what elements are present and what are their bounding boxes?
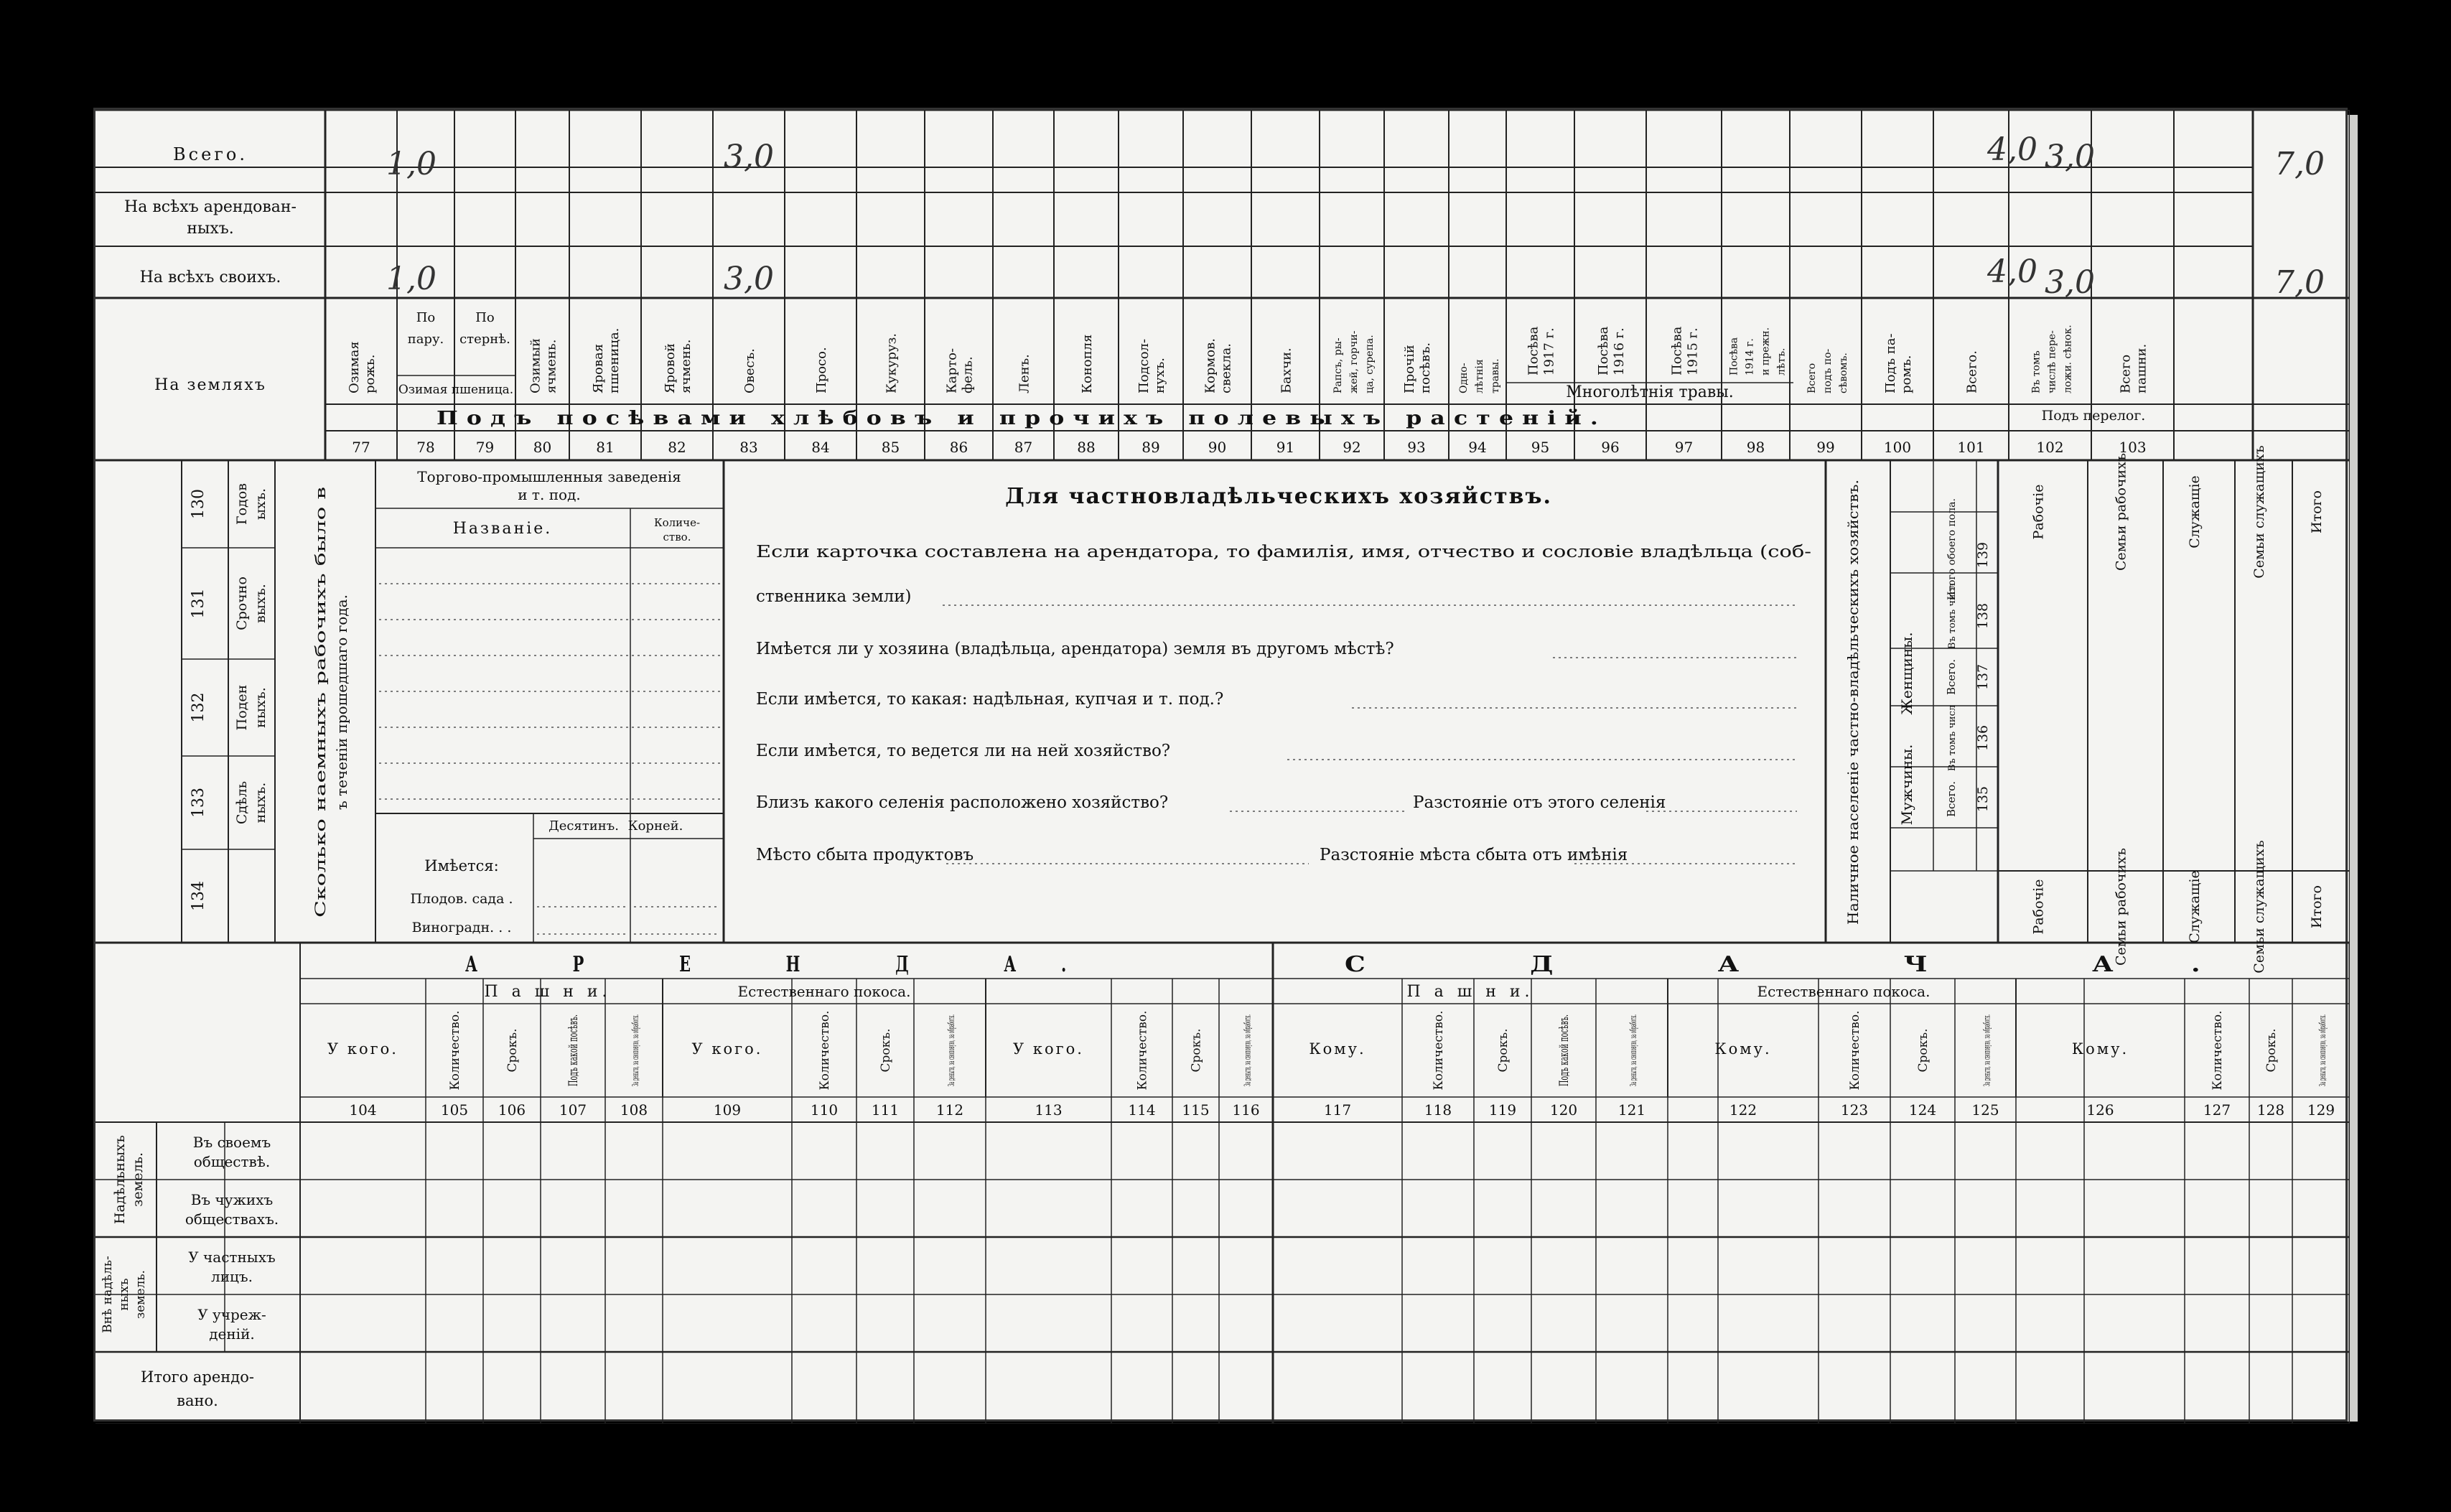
col-header-6: Яровой [663, 343, 678, 393]
worker-label-131: Срочно [234, 577, 250, 630]
right-col-top-2: Служащіе [2187, 475, 2203, 549]
worker-label-132: Поден [234, 684, 250, 731]
col-number-93: 93 [1407, 439, 1426, 456]
col-header-22: 1914 г. [1744, 338, 1756, 375]
col-number-121: 121 [1617, 1101, 1646, 1119]
col-header-21: Посѣва [1669, 326, 1685, 375]
itogo-arend: Итого арендо- [141, 1368, 254, 1386]
worker-col-131: 131 [190, 588, 207, 619]
itogo-arend-2: вано. [177, 1392, 218, 1409]
col-number-91: 91 [1276, 439, 1295, 456]
col-number-90: 90 [1208, 439, 1227, 456]
col-header-26: числѣ пере- [2046, 330, 2058, 393]
col-header-10: фель. [960, 356, 976, 393]
col-header-14: свекла. [1218, 342, 1234, 393]
garden-label: Плодов. сада . [410, 891, 513, 907]
col-header-13: Подсол- [1136, 338, 1152, 393]
pop-vsego-m: Всего. [1945, 781, 1958, 817]
col-header-bottom-6: Количество. [818, 1010, 832, 1091]
col-header-15: Бахчи. [1279, 347, 1294, 393]
col-header-perelog: Подъ перелог. [2041, 408, 2146, 424]
workers-vertical-2: ъ теченіи прошедшаго года. [333, 594, 350, 810]
has-label: Имѣется: [424, 857, 499, 874]
hw-own-2: 4,0 [1987, 253, 2037, 290]
row-label-arend: На всѣхъ арендован- [124, 198, 297, 216]
col-header-22: и прежн. [1760, 327, 1772, 375]
col-header-16: жей, горчи- [1348, 330, 1360, 393]
row-label-na-zemlyakh: На земляхъ [154, 376, 266, 394]
pop-num-135: 135 [1975, 785, 1991, 813]
trade-name-header: Названіе. [452, 520, 553, 538]
col-header-17: посѣвъ. [1418, 342, 1433, 393]
col-header-bottom-22: Кому. [2071, 1040, 2129, 1058]
banner-title: Подъ посѣвами хлѣбовъ и прочихъ полевыхъ растеній. [436, 408, 1607, 429]
col-number-125: 125 [1971, 1101, 1999, 1119]
right-col-bot-1: Семьи рабочихъ [2113, 847, 2129, 966]
row-label-bottom-3: У учреж- [197, 1306, 266, 1323]
col-number-104: 104 [349, 1101, 377, 1119]
right-col-top-1: Семьи рабочихъ [2113, 452, 2129, 571]
col-header-22: Посѣва [1728, 337, 1740, 375]
hw-total-3: 3,0 [2045, 139, 2095, 175]
col-header-3: стернѣ. [459, 332, 510, 347]
col-header-bottom-21: За деньги, за сноповую, за обработк. [1981, 917, 1992, 1086]
vnenadel-3: земель. [134, 1269, 148, 1320]
col-header-bottom-12: За деньги, за сноповую, за обработк. [1242, 917, 1253, 1086]
row-label-bottom-1: Въ чужихъ [190, 1191, 274, 1208]
census-card [93, 108, 2348, 1422]
pop-num-136: 136 [1975, 724, 1991, 752]
col-number-102: 102 [2036, 439, 2064, 456]
hw-total-0: 1,0 [386, 146, 436, 182]
col-number-88: 88 [1077, 439, 1096, 456]
col-number-110: 110 [810, 1101, 839, 1119]
right-col-top-3: Семьи служащихъ [2251, 445, 2267, 579]
col-number-77: 77 [352, 439, 370, 456]
col-number-124: 124 [1908, 1101, 1937, 1119]
col-number-87: 87 [1014, 439, 1033, 456]
nadel-label-1: Надѣльныхъ [112, 1134, 128, 1225]
col-header-11: Ленъ. [1017, 354, 1032, 393]
col-number-105: 105 [440, 1101, 469, 1119]
right-col-bot-2: Служащіе [2187, 870, 2203, 943]
worker-label-130: ыхъ. [253, 488, 269, 520]
col-header-22: лѣтъ. [1775, 347, 1788, 375]
pop-of-which-m: Въ томъ числ [1947, 704, 1958, 772]
col-number-99: 99 [1816, 439, 1835, 456]
col-header-3: По [475, 310, 495, 325]
col-number-128: 128 [2256, 1101, 2285, 1119]
col-header-bottom-18: Кому. [1714, 1040, 1772, 1058]
col-header-bottom-5: У кого. [691, 1040, 763, 1058]
col-number-100: 100 [1883, 439, 1912, 456]
col-header-18: Одно- [1458, 363, 1470, 393]
pop-num-138: 138 [1975, 602, 1991, 630]
col-number-97: 97 [1674, 439, 1694, 456]
col-header-bottom-2: Срокъ. [505, 1028, 520, 1073]
row-label-vsego: Всего. [173, 144, 248, 164]
col-header-7: Овесъ. [742, 348, 757, 393]
col-header-24: Подъ па- [1883, 333, 1898, 393]
row-label-bottom-2-2: лицъ. [211, 1268, 253, 1285]
col-header-bottom-20: Срокъ. [1916, 1028, 1931, 1073]
col-number-82: 82 [668, 439, 686, 456]
col-header-bottom-13: Кому. [1309, 1040, 1366, 1058]
pashni-arenda: П а ш н и. [484, 983, 612, 1001]
col-header-9: Кукуруз. [884, 332, 900, 393]
col-number-112: 112 [935, 1101, 964, 1119]
hw-own-1: 3,0 [724, 261, 774, 297]
col-header-bottom-19: Количество. [1848, 1010, 1862, 1091]
col-header-bottom-25: За деньги, за сноповую, за обработк. [2317, 917, 2328, 1086]
col-number-113: 113 [1035, 1101, 1063, 1119]
col-header-5: Яровая [591, 343, 606, 393]
sdacha-title: С Д А Ч А. [1345, 952, 2278, 977]
col-number-84: 84 [811, 439, 830, 456]
hw-total-1: 3,0 [724, 139, 774, 175]
col-number-127: 127 [2203, 1101, 2231, 1119]
col-header-bottom-11: Срокъ. [1189, 1028, 1204, 1073]
hw-total-2: 4,0 [1987, 131, 2037, 168]
col-number-80: 80 [533, 439, 552, 456]
hw-own-0: 1,0 [386, 261, 436, 297]
col-header-27: пашни. [2134, 343, 2149, 393]
col-number-107: 107 [559, 1101, 587, 1119]
row-label-bottom-0-2: обществѣ. [193, 1153, 271, 1170]
row-label-arend-2: ныхъ. [187, 220, 234, 238]
col-header-27: Всего [2118, 354, 2134, 393]
box-title: Для частновладѣльческихъ хозяйствъ. [1005, 484, 1552, 509]
col-header-ozim-wheat: Озимая пшеница. [398, 383, 514, 397]
col-header-12: Конопля [1080, 334, 1095, 393]
pop-vsego-w: Всего. [1945, 659, 1958, 695]
col-number-79: 79 [475, 439, 495, 456]
col-number-94: 94 [1468, 439, 1487, 456]
trade-qty-header-2: ство. [663, 531, 691, 543]
vnenadel-2: ныхъ [117, 1278, 131, 1311]
col-header-bottom-10: Количество. [1135, 1010, 1150, 1091]
col-number-96: 96 [1601, 439, 1620, 456]
col-header-1: рожь. [363, 354, 378, 393]
row-label-bottom-0: Въ своемъ [192, 1134, 271, 1151]
col-header-4: Озимый [528, 338, 543, 393]
box-line-7: Мѣсто сбыта продуктовъ [756, 846, 974, 864]
worker-label-133: Сдѣль [234, 780, 250, 825]
col-number-106: 106 [498, 1101, 526, 1119]
worker-label-130: Годов [234, 483, 250, 525]
col-number-85: 85 [881, 439, 900, 456]
trade-title: Торгово-промышленныя заведенія [417, 468, 681, 485]
box-line-3: Если имѣется, то какая: надѣльная, купчая и т. под.? [756, 690, 1224, 709]
col-number-92: 92 [1343, 439, 1361, 456]
pashni-sdacha: П а ш н и. [1406, 983, 1534, 1001]
col-header-bottom-15: Срокъ. [1496, 1028, 1511, 1073]
col-header-14: Кормов. [1203, 338, 1218, 393]
nadel-label-2: земель. [130, 1152, 146, 1208]
col-header-26: ложи. сѣнок. [2062, 325, 2074, 393]
vineyard-label: Виноградн. . . [411, 920, 512, 935]
col-number-115: 115 [1182, 1101, 1210, 1119]
box-line-1: ственника земли) [756, 587, 912, 606]
col-number-129: 129 [2307, 1101, 2335, 1119]
hw-total-4: 7,0 [2274, 146, 2325, 182]
col-header-5: пшеница. [607, 327, 622, 393]
col-header-bottom-3: Подъ какой посѣвъ. [566, 958, 581, 1086]
pokos-sdacha: Естественнаго покоса. [1757, 983, 1931, 1000]
col-header-bottom-24: Срокъ. [2264, 1028, 2279, 1073]
korney-header: Корней. [627, 818, 683, 834]
right-col-bot-3: Семьи служащихъ [2251, 840, 2267, 974]
col-number-123: 123 [1840, 1101, 1869, 1119]
col-header-4: ячмень. [543, 339, 559, 393]
col-header-13: нухъ. [1152, 358, 1167, 393]
col-number-109: 109 [713, 1101, 742, 1119]
worker-col-134: 134 [190, 881, 207, 911]
col-number-78: 78 [416, 439, 435, 456]
col-header-bottom-23: Количество. [2210, 1010, 2225, 1091]
col-header-18: травы. [1490, 358, 1501, 393]
right-col-top-0: Рабочіе [2030, 484, 2047, 540]
col-header-19: 1917 г. [1541, 327, 1557, 375]
trade-title-2: и т. под. [518, 486, 581, 503]
col-header-16: ца, сурепа. [1364, 335, 1376, 393]
worker-col-133: 133 [190, 788, 207, 818]
pop-num-139: 139 [1975, 541, 1991, 569]
col-header-10: Карто- [944, 347, 960, 393]
worker-col-132: 132 [190, 692, 207, 723]
col-header-25: Всего. [1964, 350, 1980, 393]
col-header-bottom-9: У кого. [1013, 1040, 1084, 1058]
pop-men: Мужчины. [1898, 744, 1915, 826]
box-line-0: Если карточка составлена на арендатора, то фамилія, имя, отчество и сословіе владѣльца (соб- [756, 543, 1811, 561]
col-number-116: 116 [1232, 1101, 1260, 1119]
col-number-119: 119 [1488, 1101, 1517, 1119]
col-number-89: 89 [1142, 439, 1160, 456]
col-number-126: 126 [2086, 1101, 2114, 1119]
worker-col-130: 130 [190, 489, 207, 519]
col-header-20: Посѣва [1596, 326, 1611, 375]
col-header-24: ромъ. [1899, 355, 1914, 393]
col-header-6: ячмень. [678, 339, 694, 393]
col-number-117: 117 [1323, 1101, 1352, 1119]
col-number-114: 114 [1128, 1101, 1156, 1119]
col-header-16: Рапсъ, ры- [1332, 337, 1344, 393]
right-col-bot-0: Рабочіе [2030, 879, 2047, 935]
worker-label-133: ныхъ. [253, 782, 269, 823]
col-number-111: 111 [871, 1101, 900, 1119]
col-number-95: 95 [1531, 439, 1550, 456]
col-number-81: 81 [596, 439, 615, 456]
col-header-bottom-4: За деньги, за сноповую, за обработк. [630, 917, 640, 1086]
col-header-23: Всего [1806, 363, 1818, 393]
col-header-17: Прочій [1402, 345, 1417, 393]
box-line-4: Если имѣется, то ведется ли на ней хозяйство? [756, 742, 1171, 760]
col-header-bottom-17: За деньги, за сноповую, за обработк. [1628, 917, 1638, 1086]
hw-own-4: 7,0 [2274, 264, 2325, 301]
population-vertical: Наличное населеніе частно-владѣльческихъ хозяйствъ. [1844, 500, 1862, 925]
worker-label-132: ныхъ. [253, 687, 269, 728]
pokos-arenda: Естественнаго покоса. [737, 983, 911, 1000]
pop-of-which-w: Въ томъ числ [1947, 582, 1958, 650]
col-number-101: 101 [1957, 439, 1985, 456]
box-line-5: Близъ какого селенія расположено хозяйство? [756, 793, 1169, 812]
col-header-23: подъ по- [1822, 348, 1834, 393]
col-header-bottom-14: Количество. [1432, 1010, 1446, 1091]
col-header-8: Просо. [814, 347, 829, 393]
col-number-86: 86 [949, 439, 968, 456]
box-line-8: Разстояніе мѣста сбыта отъ имѣнія [1320, 846, 1628, 864]
col-header-bottom-0: У кого. [327, 1040, 398, 1058]
row-label-bottom-3-2: деній. [209, 1325, 255, 1343]
vnenadel-1: Внѣ надѣль- [101, 1256, 115, 1333]
col-header-bottom-8: За деньги, за сноповую, за обработк. [946, 917, 956, 1086]
col-number-83: 83 [739, 439, 758, 456]
col-header-19: Посѣва [1526, 326, 1541, 375]
pop-women: Женщины. [1898, 632, 1915, 715]
col-number-108: 108 [620, 1101, 648, 1119]
hw-own-3: 3,0 [2045, 264, 2095, 301]
col-header-bottom-16: Подъ какой посѣвъ. [1557, 958, 1572, 1086]
col-header-26: Въ томъ [2030, 350, 2042, 393]
col-number-122: 122 [1729, 1101, 1757, 1119]
row-label-bottom-2: У частныхъ [188, 1249, 276, 1266]
trade-qty-header: Количе- [653, 516, 701, 529]
worker-label-131: выхъ. [253, 584, 269, 623]
box-line-6: Разстояніе отъ этого селенія [1413, 793, 1666, 812]
pop-total-both: Итого обоего пола. [1946, 498, 1958, 600]
col-header-2: пару. [407, 332, 444, 347]
col-header-18: лѣтнія [1474, 359, 1485, 393]
col-number-103: 103 [2119, 439, 2147, 456]
row-label-own: На всѣхъ своихъ. [139, 269, 281, 286]
right-col-top-4: Итого [2309, 490, 2325, 533]
col-header-23: сѣвомъ. [1838, 353, 1849, 393]
col-header-perennial: Многолѣтнія травы. [1566, 383, 1734, 401]
col-number-98: 98 [1746, 439, 1765, 456]
pop-num-137: 137 [1975, 663, 1991, 691]
col-header-21: 1915 г. [1685, 327, 1701, 375]
right-col-bot-4: Итого [2309, 885, 2325, 928]
col-number-120: 120 [1549, 1101, 1578, 1119]
col-header-20: 1916 г. [1612, 327, 1627, 375]
col-header-2: По [416, 310, 436, 325]
col-header-1: Озимая [347, 341, 362, 393]
row-label-bottom-1-2: обществахъ. [185, 1210, 279, 1228]
census-form [95, 110, 2350, 1424]
col-header-bottom-1: Количество. [448, 1010, 462, 1091]
col-header-bottom-7: Срокъ. [879, 1028, 893, 1073]
col-number-118: 118 [1424, 1101, 1452, 1119]
desyat-header: Десятинъ. [548, 818, 619, 834]
arenda-title: А Р Е Н Д А. [465, 952, 1111, 977]
workers-vertical-1: Сколько наемныхъ рабочихъ было в [312, 643, 329, 918]
box-line-2: Имѣется ли у хозяина (владѣльца, арендатора) земля въ другомъ мѣстѣ? [756, 640, 1394, 658]
